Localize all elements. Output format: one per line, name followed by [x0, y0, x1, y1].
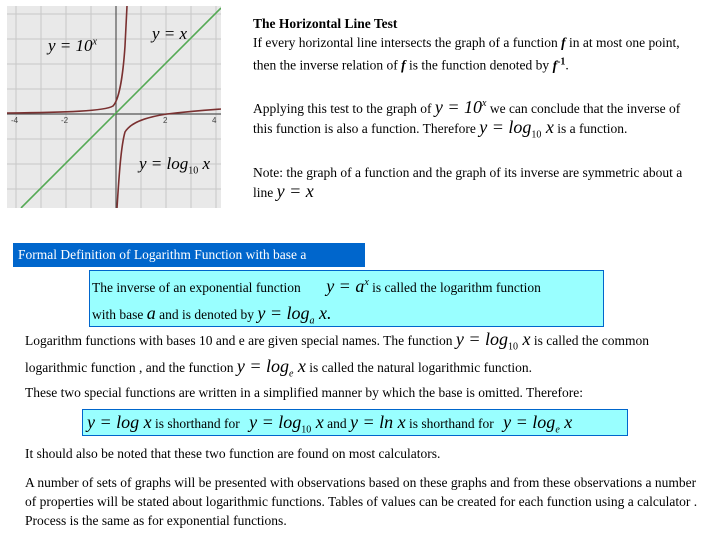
graph-label-log: $y = \log_{10} x$ — [139, 154, 211, 177]
tick-label-4: 4 — [212, 116, 217, 125]
special-names-paragraph: Logarithm functions with bases 10 and e are given special names. The function $y = \log_{10} x$ is called the common logarithmic function , and the function $y = \log_e x$ is called the natural logarithmic function. These two special functions are written in a simplified manner by which the base is omitted. Therefore: — [25, 329, 649, 401]
formal-definition-title: Formal Definition of Logarithm Function with base a — [13, 243, 365, 267]
horizontal-line-test-section — [253, 14, 703, 202]
properties-paragraph: A number of sets of graphs will be presented with observations based on these graphs and from these observations a number of properties will be stated about logarithmic functions. Tables of values can be created for each function using a calculator . Process is the same as for exponential functions. — [25, 475, 698, 528]
grid-lines — [7, 6, 221, 208]
shorthand-box: y = log x is shorthand for $y = \log_{10} x$ and y = ln x is shorthand for $y = \log_e x$ — [82, 409, 628, 436]
definition-line-2: with base a and is denoted by $y = \log_a x$. — [92, 303, 332, 327]
graph-label-identity: y = x — [152, 24, 188, 43]
section-heading: The Horizontal Line Test — [253, 16, 398, 31]
graph-svg — [7, 6, 221, 208]
exp-curve — [7, 6, 127, 113]
hlt-paragraph-2: Applying this test to the graph of $y = 10^x$ we can conclude that the inverse of this function is also a function. Therefore $y = \log_{10} x$ is a function. — [253, 96, 681, 141]
calculator-note-paragraph: It should also be noted that these two function are found on most calculators. — [25, 446, 441, 461]
graph-label-exp: $y = 10^x$ — [48, 36, 97, 55]
tick-label-2: 2 — [163, 116, 168, 125]
function-graph — [7, 6, 221, 208]
tick-label-neg4: -4 — [11, 116, 19, 125]
hlt-note: Note: the graph of a function and the graph of its inverse are symmetric about a line y = x — [253, 165, 683, 202]
hlt-paragraph-1: If every horizontal line intersects the graph of a function f in at most one point, then the inverse relation of f is the function denoted by $f^{-1}$. — [253, 35, 680, 73]
definition-box — [89, 270, 604, 327]
definition-line-1: The inverse of an exponential function $y = a^x$ is called the logarithm function — [92, 276, 541, 296]
tick-label-neg2: -2 — [61, 116, 69, 125]
